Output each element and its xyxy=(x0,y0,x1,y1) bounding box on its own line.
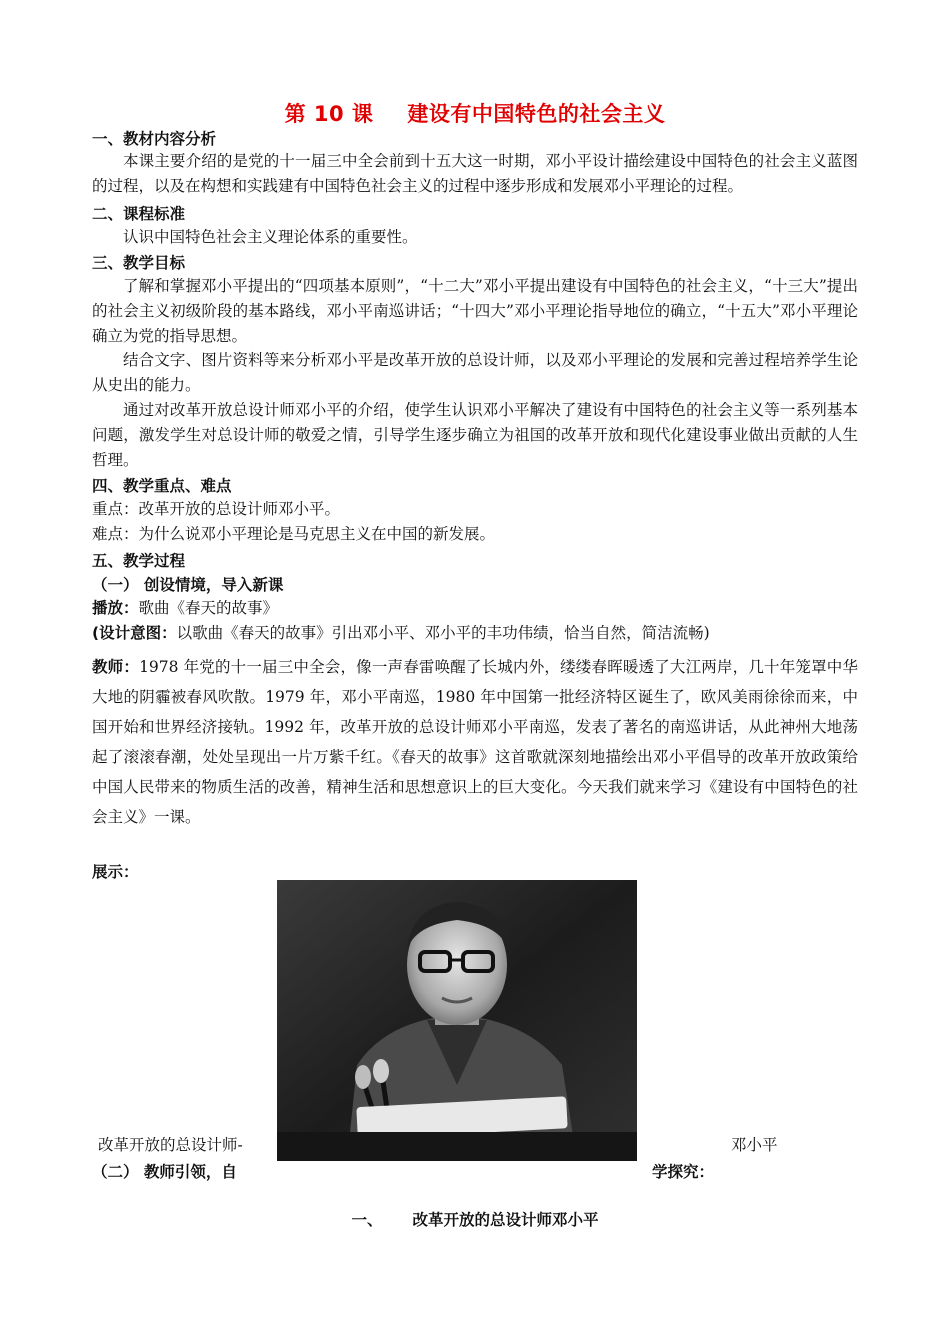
design-intent-line xyxy=(92,621,858,646)
heading-teaching-goals: 三、教学目标 xyxy=(92,254,186,272)
design-intent-label: (设计意图： xyxy=(92,624,177,642)
content-analysis-text: 本课主要介绍的是党的十一届三中全会前到十五大这一时期，邓小平设计描绘建设中国特色的社会主义蓝图的过程，以及在构想和实践建有中国特色社会主义的过程中逐步形成和发展邓小平理论的过程。 xyxy=(92,152,858,195)
section-name: 改革开放的总设计师邓小平 xyxy=(412,1211,599,1229)
heading-content-analysis: 一、教材内容分析 xyxy=(92,130,217,148)
photo-caption-right: 邓小平 xyxy=(731,1136,778,1154)
play-text: 歌曲《春天的故事》 xyxy=(138,599,279,617)
play-line xyxy=(92,596,858,621)
lesson-name: 建设有中国特色的社会主义 xyxy=(407,102,666,126)
teacher-paragraph xyxy=(92,652,858,832)
photo-caption-left: 改革开放的总设计师- xyxy=(98,1136,243,1154)
lesson-title xyxy=(0,98,950,128)
show-label: 展示： xyxy=(92,863,139,881)
key-point-text: 重点：改革开放的总设计师邓小平。 xyxy=(92,500,341,518)
teacher-text: 1978 年党的十一届三中全会，像一声春雷唤醒了长城内外，缕缕春晖暖透了大江两岸，几十年笼罩中华大地的阴霾被春风吹散。1979 年，邓小平南巡，1980 年中国第一批经济特区诞生了，欧风美雨徐徐而来，中国开始和世界经济接轨。1992 年，改革开放的总设计师邓小平南巡，发表了著名的南巡讲话，从此神州大地荡起了滚滚春潮，处处呈现出一片万紫千红。《春天的故事》这首歌就深刻地描绘出邓小平倡导的改革开放政策给中国人民带来的物质生活的改善，精神生活和思想意识上的巨大变化。今天我们就来学习《建设有中国特色的社会主义》一课。 xyxy=(92,658,858,826)
teaching-goals-paragraph-1: 了解和掌握邓小平提出的“四项基本原则”，“十二大”邓小平提出建设有中国特色的社会主义，“十三大”提出的社会主义初级阶段的基本路线，邓小平南巡讲话；“十四大”邓小平理论指导地位的确立，“十五大”邓小平理论确立为党的指导思想。 xyxy=(92,277,858,345)
teacher-label: 教师： xyxy=(92,658,140,676)
section-chief-architect xyxy=(0,1208,950,1230)
subheading-create-situation: （一） 创设情境，导入新课 xyxy=(92,576,284,594)
portrait-photo xyxy=(277,880,637,1161)
difficult-point-text: 难点：为什么说邓小平理论是马克思主义在中国的新发展。 xyxy=(92,525,496,543)
teaching-goals-paragraph-3: 通过对改革开放总设计师邓小平的介绍，使学生认识邓小平解决了建设有中国特色的社会主义等一系列基本问题，激发学生对总设计师的敬爱之情，引导学生逐步确立为祖国的改革开放和现代化建设事业做出贡献的人生哲理。 xyxy=(92,401,858,469)
curriculum-standard-text: 认识中国特色社会主义理论体系的重要性。 xyxy=(123,228,418,246)
heading-teaching-process: 五、教学过程 xyxy=(92,552,186,570)
teaching-goals-paragraph-2: 结合文字、图片资料等来分析邓小平是改革开放的总设计师，以及邓小平理论的发展和完善过程培养学生论从史出的能力。 xyxy=(92,351,858,394)
heading-key-points: 四、教学重点、难点 xyxy=(92,477,232,495)
lesson-number: 第 10 课 xyxy=(284,102,374,126)
design-intent-text: 以歌曲《春天的故事》引出邓小平、邓小平的丰功伟绩，恰当自然，简洁流畅) xyxy=(176,624,710,642)
subheading-teacher-guide-left: （二） 教师引领，自 xyxy=(92,1163,237,1181)
subheading-teacher-guide-right: 学探究： xyxy=(652,1163,715,1181)
portrait-photo-illustration xyxy=(277,880,637,1161)
heading-curriculum-standard: 二、课程标准 xyxy=(92,205,186,223)
play-label: 播放： xyxy=(92,599,139,617)
section-number: 一、 xyxy=(351,1211,383,1229)
